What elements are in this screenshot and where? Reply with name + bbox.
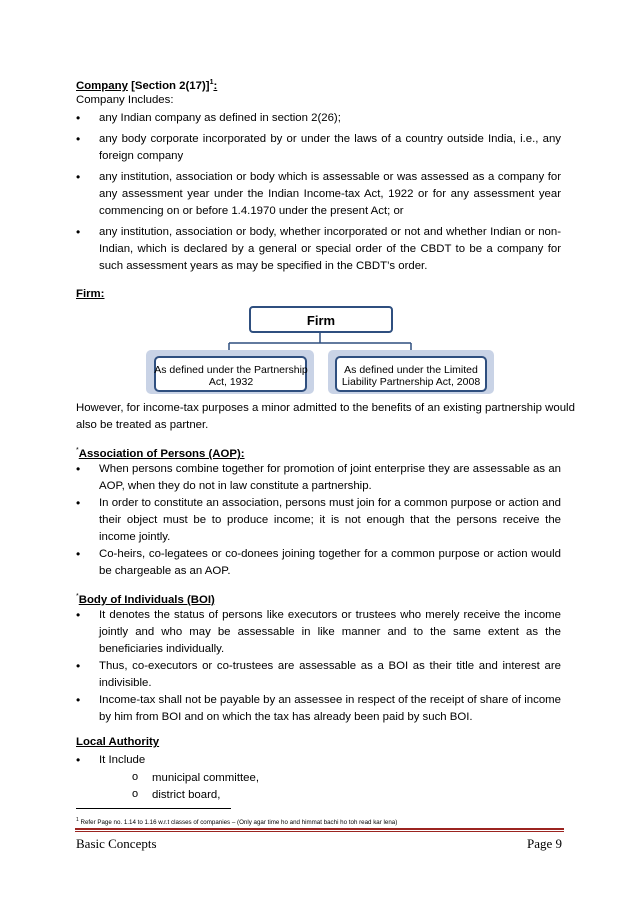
aop-heading-text: Association of Persons (AOP): (78, 447, 245, 460)
aop-bullet-3: • Co-heirs, co-legatees or co-donees joining together for a common purpose or action would be chargeable as an AOP. (99, 546, 561, 580)
firm-right-line1: As defined under the Limited (344, 364, 478, 376)
footer-page-number: Page 9 (526, 836, 562, 851)
aop-bullet-1: • When persons combine together for promotion of joint enterprise they are assessable as an AOP, when they do not in law constitute a partnership. (99, 461, 561, 495)
footnote-rule (76, 808, 231, 809)
footnote-text: Refer Page no. 1.14 to 1.16 w.r.t classes of companies – (Only agar time ho and himmat bachi ho toh read kar lena) (80, 819, 398, 827)
footer-rule-thin (75, 831, 564, 832)
boi-bullet-3: • Income-tax shall not be payable by an assessee in respect of the receipt of share of income by him from BOI and on which the tax has already been paid by such BOI. (99, 692, 561, 726)
footnote-mark: 1 (76, 817, 79, 823)
aop-star: * (76, 447, 79, 454)
footer-title: Basic Concepts (76, 836, 157, 851)
local-authority-bullet: • It Include (99, 752, 561, 769)
boi-bullet-2: • Thus, co-executors or co-trustees are assessable as a BOI as their title and interest are indivisible. (99, 658, 561, 692)
company-heading-section: [Section 2(17)] (131, 79, 210, 92)
company-bullet-3: • any institution, association or body which is assessable or was assessed as a company for any assessment year under the Indian Income-tax Act, 1922 or for any assessment year commencing on or before 1.4.1970 under the present Act; or (99, 169, 561, 220)
aop-heading (76, 442, 245, 463)
boi-bullet-1: • It denotes the status of persons like executors or trustees who merely receive the income jointly and who may be assessable in like manner and to the same extent as the beneficiaries individually. (99, 607, 561, 658)
company-heading-word: Company (76, 79, 128, 92)
local-authority-sub-2: o district board, (152, 787, 220, 804)
company-footnote-ref: 1 (209, 79, 214, 86)
local-authority-sub-1: o municipal committee, (152, 770, 259, 787)
firm-root-label: Firm (306, 313, 336, 328)
company-bullet-1: • any Indian company as defined in section 2(26); (99, 110, 561, 127)
company-bullet-2: • any body corporate incorporated by or under the laws of a country outside India, i.e., any foreign company (99, 131, 561, 165)
firm-right-line2: Liability Partnership Act, 2008 (341, 376, 481, 388)
aop-bullet-2: • In order to constitute an association, persons must join for a common purpose or action and their object must be to produce income; it is not enough that the persons receive the income jointly. (99, 495, 561, 546)
footnote (76, 816, 397, 827)
firm-diagram (146, 300, 494, 396)
firm-left-line1: As defined under the Partnership (154, 364, 308, 376)
firm-left-line2: Act, 1932 (208, 376, 254, 388)
firm-diagram-svg (146, 300, 494, 396)
company-intro: Company Includes: (76, 94, 174, 106)
local-authority-heading: Local Authority (76, 736, 160, 748)
boi-heading (76, 588, 215, 609)
firm-heading: Firm: (76, 288, 105, 300)
company-bullet-4: • any institution, association or body, whether incorporated or not and whether Indian or non-Indian, which is declared by a general or special order of the CBDT to be a company for such assessment years as may be specified in the CBDT’s order. (99, 224, 561, 275)
footer-rule-thick (75, 828, 564, 830)
boi-star: * (76, 593, 79, 600)
firm-note-line1: However, for income-tax purposes a minor admitted to the benefits of an existing partnership would (76, 402, 575, 414)
company-heading-colon: : (213, 79, 218, 92)
firm-note-line2: also be treated as partner. (76, 419, 209, 431)
boi-heading-text: Body of Individuals (BOI) (78, 593, 215, 606)
